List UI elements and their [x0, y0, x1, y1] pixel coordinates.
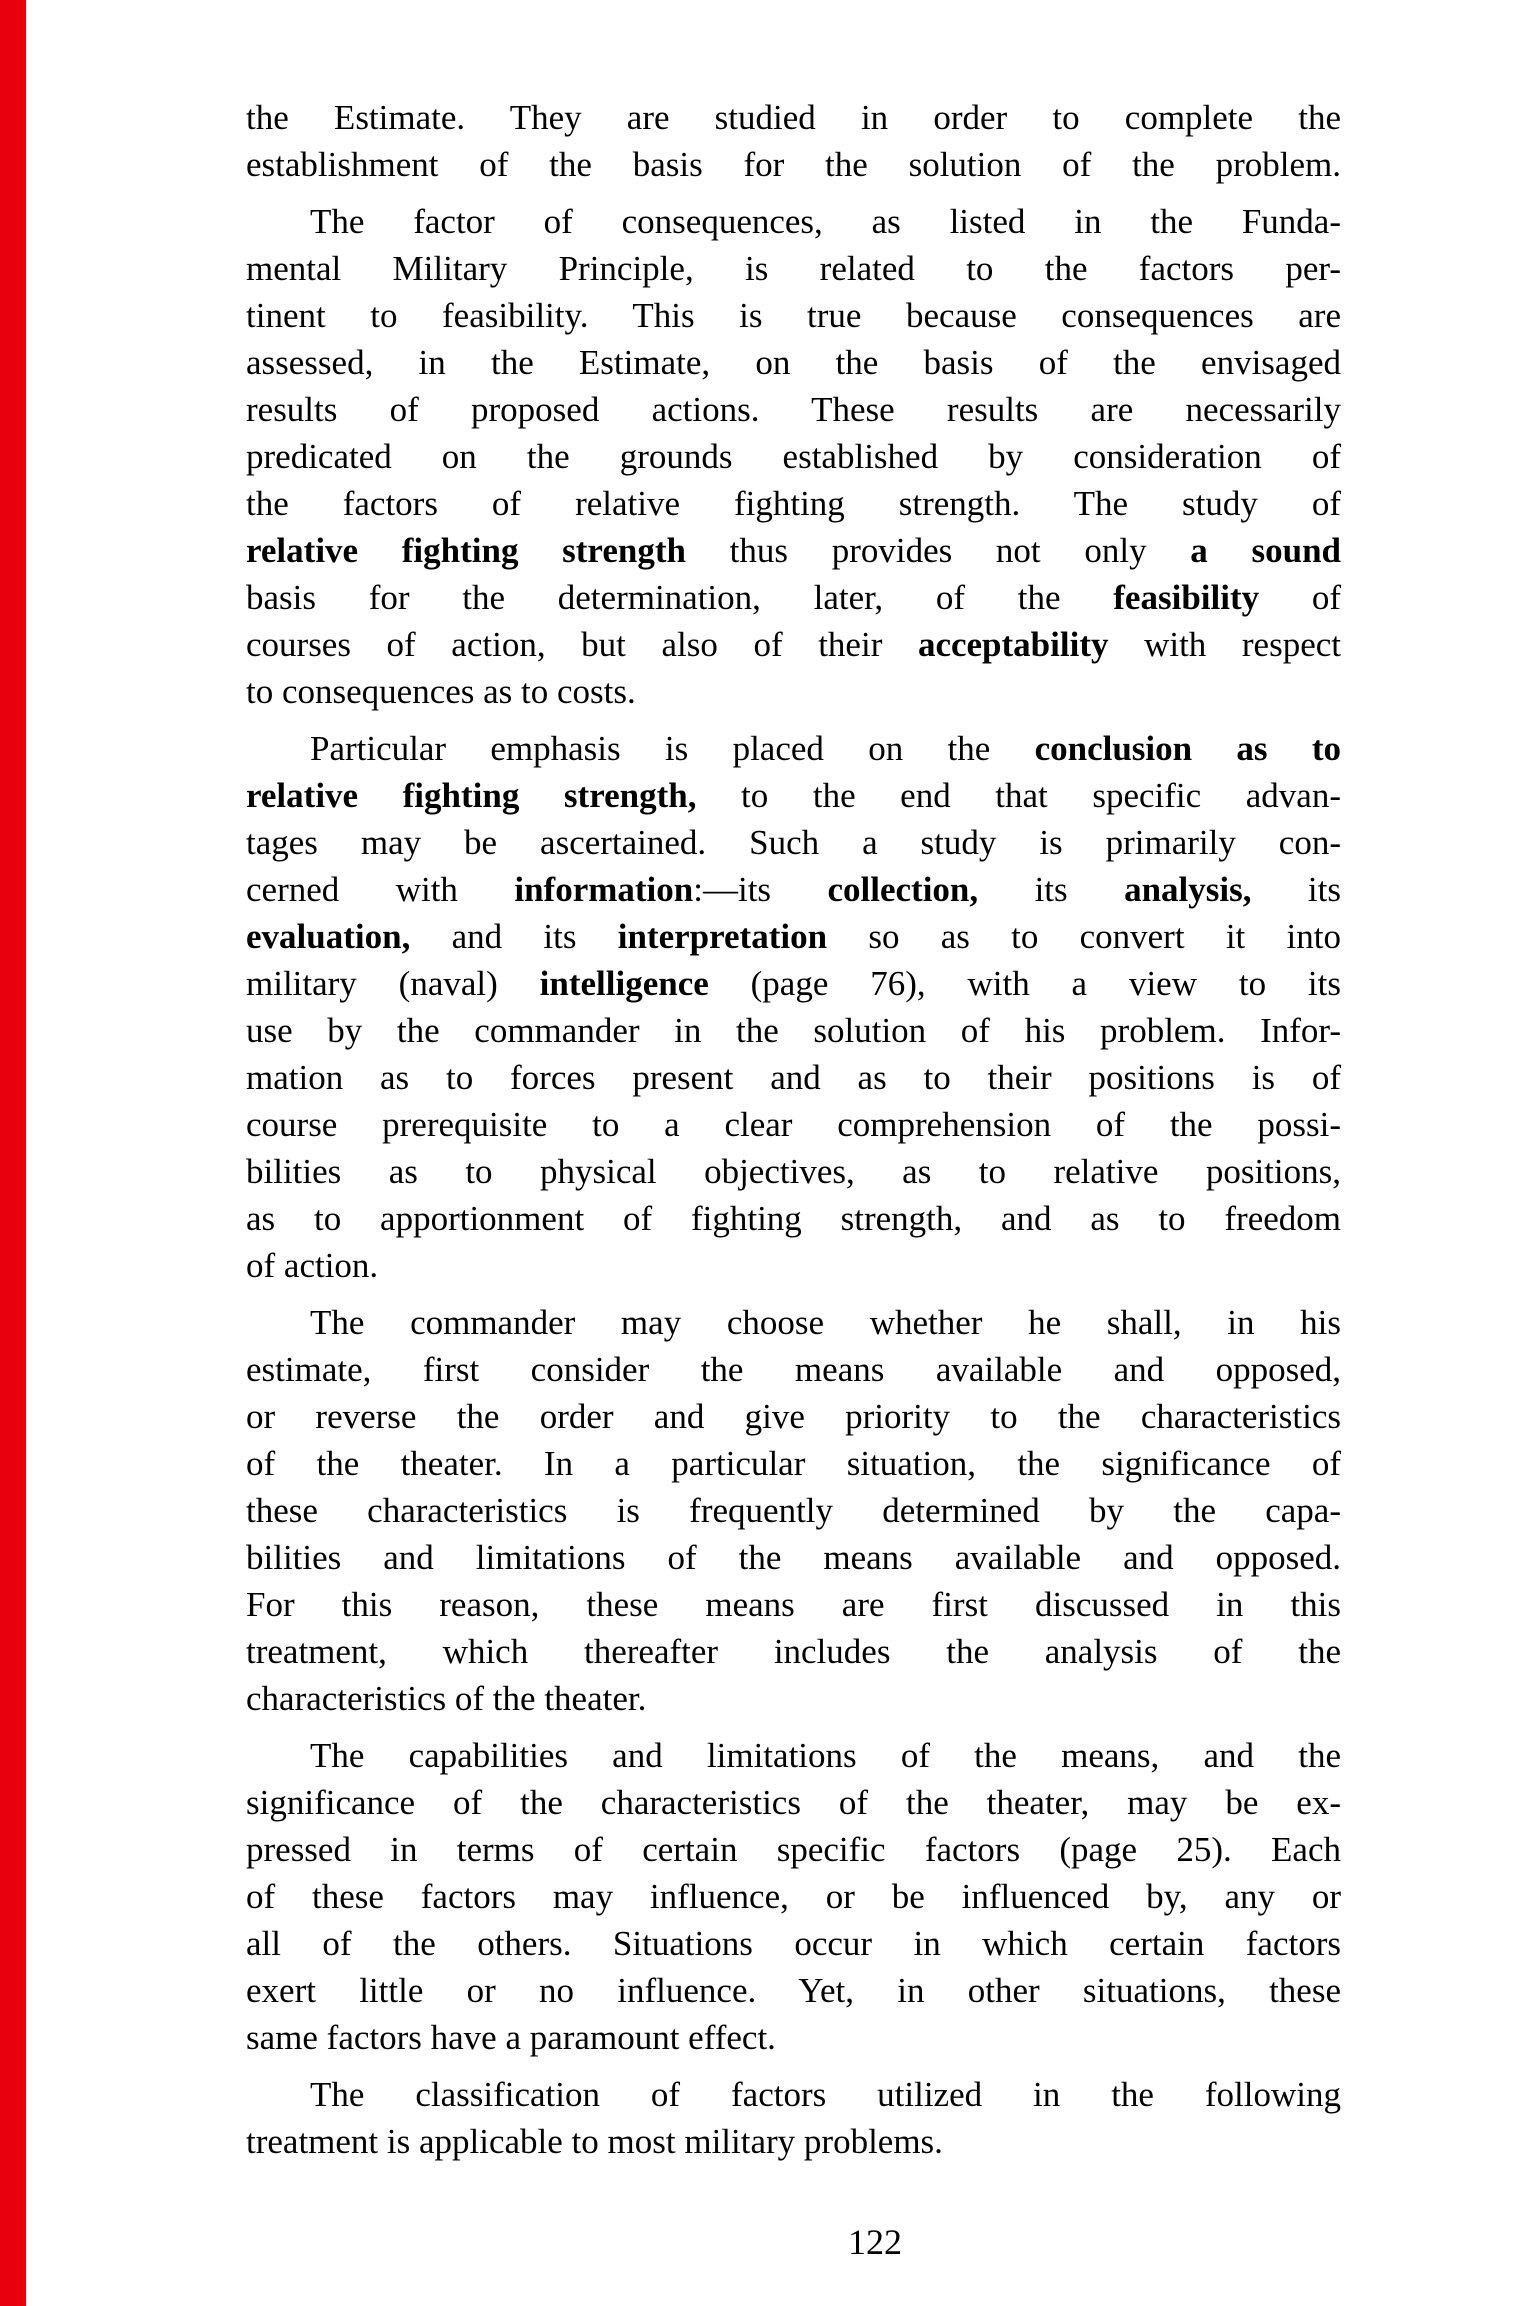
text-segment: establishment of the basis for the solution of the problem. [246, 145, 1341, 184]
text-line [246, 198, 1341, 245]
page-number: 122 [848, 2222, 902, 2262]
text-segment: of the theater. In a particular situation, the significance of [246, 1444, 1341, 1483]
text-line [246, 1967, 1341, 2014]
text-line [246, 866, 1341, 913]
text-segment: these characteristics is frequently determined by the capa- [246, 1491, 1341, 1530]
text-segment: thus provides not only [685, 531, 1191, 570]
text-segment: exert little or no influence. Yet, in other situations, these [246, 1971, 1341, 2010]
text-segment: predicated on the grounds established by consideration of [246, 437, 1341, 476]
text-line [246, 1581, 1341, 1628]
text-segment: of [1259, 578, 1341, 617]
text-segment: with respect [1108, 625, 1341, 664]
text-line [246, 1628, 1341, 1675]
text-segment: to consequences as to costs. [246, 672, 636, 711]
text-line [246, 2118, 1341, 2165]
text-line [246, 772, 1341, 819]
text-line [246, 1195, 1341, 1242]
text-line [246, 1440, 1341, 1487]
text-segment: basis for the determination, later, of the [246, 578, 1114, 617]
text-line [246, 1732, 1341, 1779]
text-segment: use by the commander in the solution of his problem. Infor- [246, 1011, 1341, 1050]
text-segment: estimate, first consider the means available and opposed, [246, 1350, 1341, 1389]
text-segment: of action. [246, 1246, 379, 1285]
paragraph-1 [246, 94, 1341, 188]
text-line [246, 1007, 1341, 1054]
text-segment: treatment, which thereafter includes the analysis of the [246, 1632, 1341, 1671]
text-line [246, 2071, 1341, 2118]
text-segment: to the end that specific advan- [696, 776, 1341, 815]
text-line [246, 725, 1341, 772]
text-line [246, 1299, 1341, 1346]
text-line [246, 621, 1341, 668]
bold-text-segment: conclusion as to [1034, 729, 1341, 768]
text-line [246, 386, 1341, 433]
text-line [246, 1873, 1341, 1920]
text-segment: bilities and limitations of the means available and opposed. [246, 1538, 1341, 1577]
scan-edge-stripe [0, 0, 26, 2306]
text-line [246, 913, 1341, 960]
text-segment: The commander may choose whether he shall, in his [310, 1303, 1341, 1342]
text-segment: the Estimate. They are studied in order to complete the [246, 98, 1341, 137]
text-segment: and its [410, 917, 618, 956]
text-line [246, 1346, 1341, 1393]
text-segment: of these factors may influence, or be influenced by, any or [246, 1877, 1341, 1916]
text-line [246, 668, 1341, 715]
bold-text-segment: acceptability [917, 625, 1109, 664]
text-segment: The factor of consequences, as listed in the Funda- [310, 202, 1341, 241]
text-line [246, 1779, 1341, 1826]
text-line [246, 2014, 1341, 2061]
text-line [246, 1826, 1341, 1873]
paragraph-2 [246, 198, 1341, 715]
text-segment: mental Military Principle, is related to the factors per- [246, 249, 1341, 288]
text-line [246, 292, 1341, 339]
text-line [246, 1675, 1341, 1722]
bold-text-segment: analysis, [1124, 870, 1252, 909]
text-segment: characteristics of the theater. [246, 1679, 647, 1718]
text-line [246, 574, 1341, 621]
paragraph-3 [246, 725, 1341, 1289]
paragraph-5 [246, 1732, 1341, 2061]
text-segment: The capabilities and limitations of the means, and the [310, 1736, 1341, 1775]
bold-text-segment: evaluation, [246, 917, 411, 956]
paragraph-6 [246, 2071, 1341, 2165]
body-text [246, 94, 1341, 2165]
bold-text-segment: collection, [827, 870, 979, 909]
text-segment: Particular emphasis is placed on the [310, 729, 1035, 768]
text-line [246, 1101, 1341, 1148]
bold-text-segment: relative fighting strength, [246, 776, 697, 815]
text-line [246, 433, 1341, 480]
text-segment: course prerequisite to a clear comprehension of the possi- [246, 1105, 1341, 1144]
bold-text-segment: interpretation [617, 917, 828, 956]
text-line [246, 339, 1341, 386]
bold-text-segment: information [514, 870, 694, 909]
text-segment: its [1251, 870, 1342, 909]
text-segment: For this reason, these means are first discussed in this [246, 1585, 1341, 1624]
text-line [246, 480, 1341, 527]
paragraph-4 [246, 1299, 1341, 1722]
text-line [246, 1393, 1341, 1440]
text-segment: tinent to feasibility. This is true because consequences are [246, 296, 1341, 335]
text-line [246, 527, 1341, 574]
text-line [246, 94, 1341, 141]
text-line [246, 1920, 1341, 1967]
text-segment: military (naval) [246, 964, 540, 1003]
text-segment: tages may be ascertained. Such a study is primarily con- [246, 823, 1341, 862]
text-segment: The classification of factors utilized in the following [310, 2075, 1341, 2114]
text-segment: as to apportionment of fighting strength, and as to freedom [246, 1199, 1341, 1238]
text-segment: treatment is applicable to most military problems. [246, 2122, 943, 2161]
text-segment: cerned with [246, 870, 515, 909]
text-line [246, 1487, 1341, 1534]
bold-text-segment: feasibility [1113, 578, 1260, 617]
text-segment: mation as to forces present and as to their positions is of [246, 1058, 1341, 1097]
text-segment: :—its [693, 870, 828, 909]
text-segment: the factors of relative fighting strength. The study of [246, 484, 1341, 523]
text-segment: bilities as to physical objectives, as to relative positions, [246, 1152, 1341, 1191]
text-line [246, 1534, 1341, 1581]
text-segment: courses of action, but also of their [246, 625, 918, 664]
text-segment: so as to convert it into [827, 917, 1341, 956]
text-segment: results of proposed actions. These results are necessarily [246, 390, 1341, 429]
bold-text-segment: relative fighting strength [246, 531, 686, 570]
text-segment: its [978, 870, 1125, 909]
text-line [246, 960, 1341, 1007]
text-line [246, 245, 1341, 292]
bold-text-segment: a sound [1190, 531, 1341, 570]
text-line [246, 141, 1341, 188]
bold-text-segment: intelligence [539, 964, 709, 1003]
text-line [246, 819, 1341, 866]
text-segment: (page 76), with a view to its [708, 964, 1341, 1003]
text-segment: assessed, in the Estimate, on the basis of the envisaged [246, 343, 1341, 382]
text-segment: significance of the characteristics of the theater, may be ex- [246, 1783, 1341, 1822]
text-segment: pressed in terms of certain specific factors (page 25). Each [246, 1830, 1341, 1869]
text-segment: or reverse the order and give priority to the characteristics [246, 1397, 1341, 1436]
text-line [246, 1242, 1341, 1289]
text-segment: same factors have a paramount effect. [246, 2018, 776, 2057]
text-line [246, 1054, 1341, 1101]
text-segment: all of the others. Situations occur in which certain factors [246, 1924, 1341, 1963]
text-line [246, 1148, 1341, 1195]
